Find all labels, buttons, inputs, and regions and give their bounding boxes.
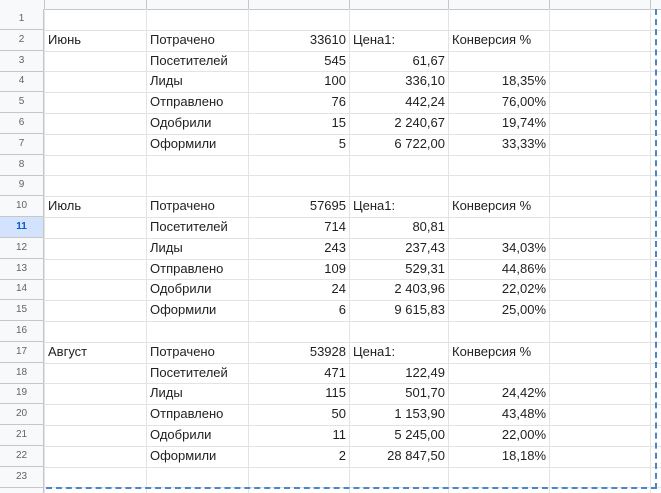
count-cell[interactable]: 471 <box>324 365 346 380</box>
metric-label-cell[interactable]: Посетителей <box>150 53 228 68</box>
metric-label-cell[interactable]: Одобрили <box>150 427 212 442</box>
conversion-cell[interactable]: 22,02% <box>501 281 546 296</box>
price-cell[interactable]: 2 403,96 <box>394 281 445 296</box>
metric-label-cell[interactable]: Оформили <box>150 448 217 463</box>
price-cell[interactable]: 122,49 <box>405 365 445 380</box>
metric-label-cell[interactable]: Отправлено <box>150 261 224 276</box>
column-header-separator[interactable] <box>650 0 651 9</box>
count-cell[interactable]: 109 <box>324 261 346 276</box>
row-number[interactable]: 18 <box>0 363 43 384</box>
conversion-cell[interactable]: 18,18% <box>501 448 546 463</box>
conversion-cell[interactable] <box>449 51 549 71</box>
row-number[interactable]: 6 <box>0 113 43 134</box>
conversion-cell[interactable] <box>449 363 549 383</box>
conversion-cell[interactable]: 19,74% <box>501 115 546 130</box>
row-gridline <box>0 467 661 468</box>
price-cell[interactable]: 237,43 <box>405 240 445 255</box>
price-cell[interactable]: 2 240,67 <box>394 115 445 130</box>
spent-value-cell[interactable]: 57695 <box>309 198 346 213</box>
conversion-header-cell[interactable]: Конверсия % <box>452 344 532 359</box>
row-number[interactable]: 21 <box>0 425 43 446</box>
count-cell[interactable]: 714 <box>324 219 346 234</box>
conversion-cell[interactable]: 44,86% <box>501 261 546 276</box>
spent-value-cell[interactable]: 33610 <box>309 32 346 47</box>
column-header-separator[interactable] <box>549 0 550 9</box>
metric-label-cell[interactable]: Потрачено <box>150 344 215 359</box>
price-header-cell[interactable]: Цена1: <box>353 344 396 359</box>
conversion-cell[interactable]: 18,35% <box>501 73 546 88</box>
row-number[interactable]: 19 <box>0 383 43 404</box>
price-cell[interactable]: 28 847,50 <box>387 448 445 463</box>
spent-value-cell[interactable]: 53928 <box>309 344 346 359</box>
price-header-cell[interactable]: Цена1: <box>353 32 396 47</box>
metric-label-cell[interactable]: Отправлено <box>150 94 224 109</box>
column-header-separator[interactable] <box>146 0 147 9</box>
row-number[interactable]: 10 <box>0 196 43 217</box>
price-cell[interactable]: 6 722,00 <box>394 136 445 151</box>
metric-label-cell[interactable]: Потрачено <box>150 198 215 213</box>
row-number[interactable]: 1 <box>0 9 43 30</box>
count-cell[interactable]: 24 <box>331 281 346 296</box>
price-cell[interactable]: 61,67 <box>412 53 445 68</box>
column-header-separator[interactable] <box>448 0 449 9</box>
price-cell[interactable]: 9 615,83 <box>394 302 445 317</box>
row-number[interactable]: 5 <box>0 92 43 113</box>
conversion-cell[interactable]: 25,00% <box>501 302 546 317</box>
column-header-strip[interactable] <box>0 0 661 10</box>
column-header-separator[interactable] <box>44 0 45 9</box>
count-cell[interactable]: 50 <box>331 406 346 421</box>
conversion-cell[interactable]: 34,03% <box>501 240 546 255</box>
metric-label-cell[interactable]: Одобрили <box>150 281 212 296</box>
conversion-cell[interactable]: 33,33% <box>501 136 546 151</box>
price-cell[interactable]: 336,10 <box>405 73 445 88</box>
row-number[interactable]: 7 <box>0 134 43 155</box>
row-number[interactable]: 4 <box>0 71 43 92</box>
row-number[interactable]: 22 <box>0 446 43 467</box>
column-header-separator[interactable] <box>349 0 350 9</box>
count-cell[interactable]: 5 <box>338 136 346 151</box>
row-number[interactable]: 14 <box>0 279 43 300</box>
column-gridline <box>650 9 651 493</box>
row-number[interactable]: 13 <box>0 259 43 280</box>
count-cell[interactable]: 545 <box>324 53 346 68</box>
conversion-cell[interactable] <box>449 217 549 237</box>
price-header-cell[interactable]: Цена1: <box>353 198 396 213</box>
conversion-cell[interactable]: 24,42% <box>501 385 546 400</box>
row-number[interactable]: 12 <box>0 238 43 259</box>
count-cell[interactable]: 6 <box>338 302 346 317</box>
row-number[interactable]: 17 <box>0 342 43 363</box>
row-number[interactable]: 15 <box>0 300 43 321</box>
month-cell[interactable]: Июль <box>48 198 82 213</box>
conversion-cell[interactable]: 22,00% <box>501 427 546 442</box>
metric-label-cell[interactable]: Лиды <box>150 240 183 255</box>
row-number[interactable]: 3 <box>0 51 43 72</box>
count-cell[interactable]: 76 <box>331 94 346 109</box>
metric-label-cell[interactable]: Лиды <box>150 385 183 400</box>
conversion-cell[interactable]: 76,00% <box>501 94 546 109</box>
conversion-cell[interactable]: 43,48% <box>501 406 546 421</box>
metric-label-cell[interactable]: Отправлено <box>150 406 224 421</box>
price-cell[interactable]: 529,31 <box>405 261 445 276</box>
count-cell[interactable]: 15 <box>331 115 346 130</box>
conversion-header-cell[interactable]: Конверсия % <box>452 32 532 47</box>
column-gridline <box>549 9 550 493</box>
metric-label-cell[interactable]: Лиды <box>150 73 183 88</box>
month-cell[interactable]: Август <box>48 344 88 359</box>
count-cell[interactable]: 243 <box>324 240 346 255</box>
month-cell[interactable]: Июнь <box>48 32 82 47</box>
count-cell[interactable]: 115 <box>325 385 346 400</box>
count-cell[interactable]: 100 <box>324 73 346 88</box>
price-cell[interactable]: 1 153,90 <box>394 406 445 421</box>
row-number[interactable]: 8 <box>0 155 43 176</box>
metric-label-cell[interactable]: Посетителей <box>150 219 228 234</box>
price-cell[interactable]: 5 245,00 <box>394 427 445 442</box>
conversion-header-cell[interactable]: Конверсия % <box>452 198 532 213</box>
count-cell[interactable]: 11 <box>332 427 346 442</box>
row-gridline <box>0 175 661 176</box>
price-cell[interactable]: 501,70 <box>405 385 445 400</box>
metric-label-cell[interactable]: Оформили <box>150 136 217 151</box>
metric-label-cell[interactable]: Оформили <box>150 302 217 317</box>
metric-label-cell[interactable]: Одобрили <box>150 115 212 130</box>
row-gridline <box>0 487 661 488</box>
price-cell[interactable]: 80,81 <box>412 219 445 234</box>
column-header-separator[interactable] <box>248 0 249 9</box>
column-gridline <box>44 9 45 493</box>
metric-label-cell[interactable]: Потрачено <box>150 32 215 47</box>
row-number[interactable]: 20 <box>0 404 43 425</box>
row-number[interactable]: 16 <box>0 321 43 342</box>
row-number[interactable]: 23 <box>0 467 43 488</box>
metric-label-cell[interactable]: Посетителей <box>150 365 228 380</box>
row-number[interactable]: 11 <box>0 217 43 238</box>
row-number[interactable]: 9 <box>0 175 43 196</box>
price-cell[interactable]: 442,24 <box>405 94 445 109</box>
row-gridline <box>0 155 661 156</box>
count-cell[interactable]: 2 <box>338 448 346 463</box>
row-number[interactable]: 2 <box>0 30 43 51</box>
row-gridline <box>0 321 661 322</box>
